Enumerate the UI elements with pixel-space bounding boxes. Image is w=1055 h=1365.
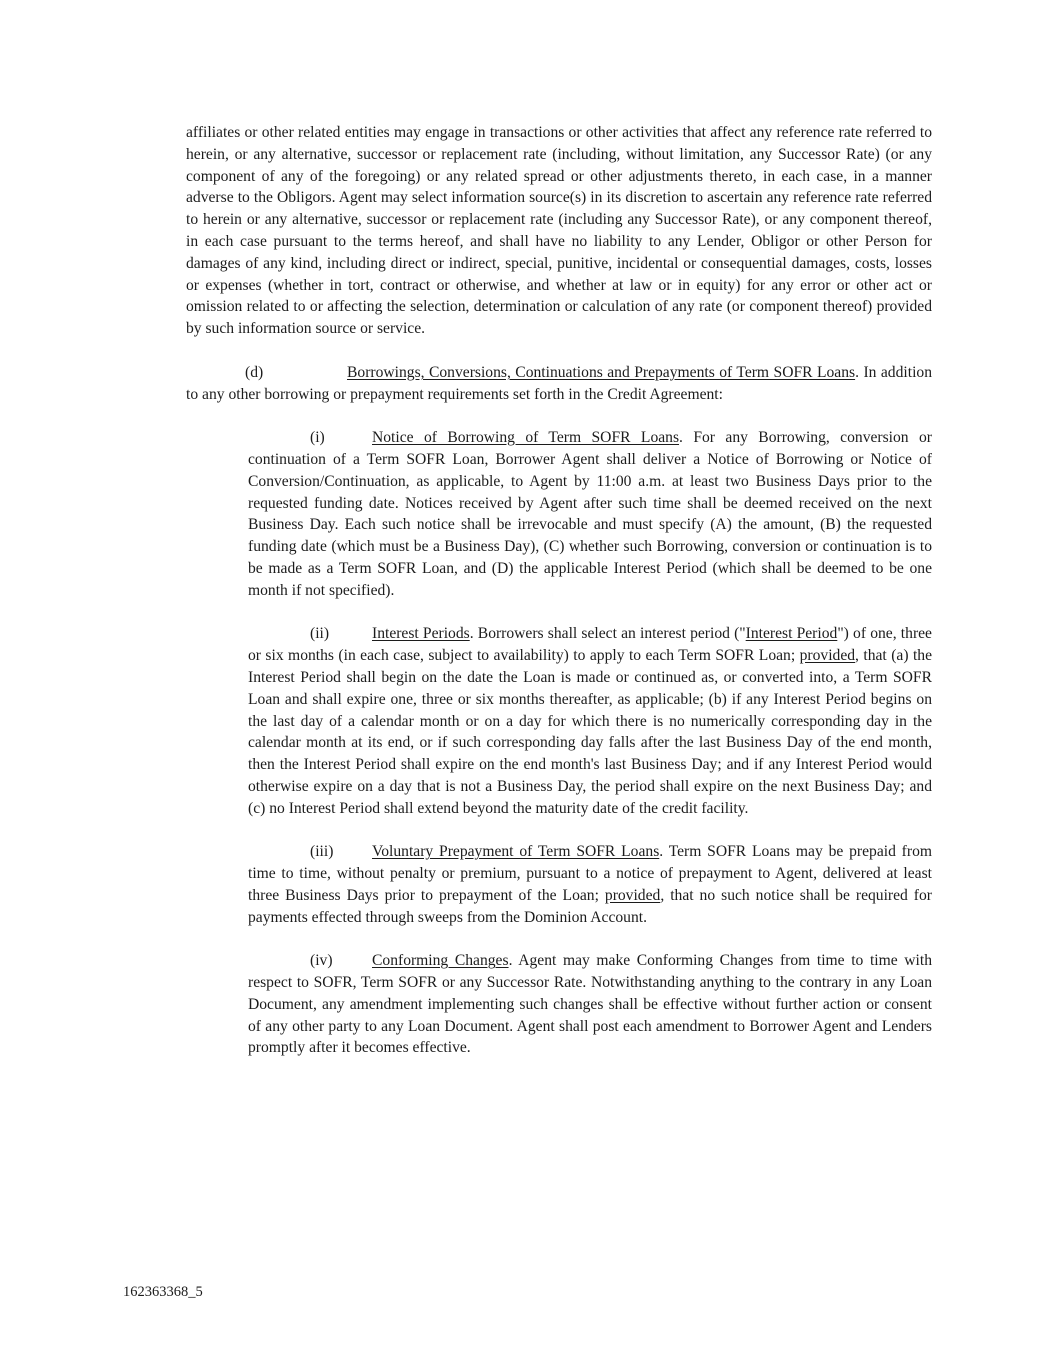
paragraph-continuation: [186, 122, 932, 340]
clause-iii-label: (iii): [310, 843, 334, 861]
clause-ii-text: . Borrowers shall select an interest period (": [469, 625, 746, 643]
clause-i-text: . For any Borrowing, conversion or continuation of a Term SOFR Loan, Borrower Agent shall deliver a Notice of Borrowing or Notice of Conversion/Continuation, as applicable, to Agent by 11:00 a.m. at least two Business Days prior to the requested funding date. Notices received by Agent after such time shall be deemed received on the next Business Day. Each such notice shall be irrevocable and must specify (A) the amount, (B) the requested funding date (which must be a Business Day), (C) whether such Borrowing, conversion or continuation is to be made as a Term SOFR Loan, and (D) the applicable Interest Period (which shall be deemed to be one month if not specified).: [248, 429, 932, 599]
clause-d: [186, 362, 932, 406]
defined-term-interest-period: Interest Period: [745, 625, 838, 643]
clause-iv-text: . Agent may make Conforming Changes from time to time with respect to SOFR, Term SOFR or any Successor Rate. Notwithstanding anything to the contrary in any Loan Document, any amendment implementing such changes shall be effective without further action or consent of any other party to any Loan Document. Agent shall post each amendment to Borrower Agent and Lenders promptly after it becomes effective.: [248, 952, 932, 1057]
clause-i: [248, 427, 932, 601]
document-body: [186, 122, 932, 1081]
clause-d-text: . In addition to any other borrowing or prepayment requirements set forth in the Credit Agreement:: [186, 363, 932, 403]
clause-iv-label: (iv): [310, 952, 333, 970]
clause-ii: [248, 623, 932, 819]
defined-term-provided: provided: [604, 886, 661, 904]
clause-i-label: (i): [310, 429, 325, 447]
clause-iii-heading: Voluntary Prepayment of Term SOFR Loans: [372, 843, 660, 861]
clause-iii: [248, 841, 932, 928]
clause-i-heading: Notice of Borrowing of Term SOFR Loans: [372, 429, 680, 447]
footer-doc-id: 162363368_5: [123, 1284, 203, 1300]
clause-iii-text: , that no such notice shall be required for payments effected through sweeps from the Dominion Account.: [248, 886, 932, 926]
clause-ii-label: (ii): [310, 625, 330, 643]
clause-d-heading: Borrowings, Conversions, Continuations and Prepayments of Term SOFR Loans: [347, 363, 856, 381]
defined-term-provided: provided: [799, 647, 856, 665]
clause-ii-heading: Interest Periods: [372, 625, 470, 643]
paragraph-continuation-text: affiliates or other related entities may engage in transactions or other activities that affect any reference rate referred to herein, or any alternative, successor or replacement rate (including, without limitation, any Successor Rate) (or any component of any of the foregoing) or any related spread or other adjustments thereto, in each case, in a manner adverse to the Obligors. Agent may select information source(s) in its discretion to ascertain any reference rate referred to herein or any alternative, successor or replacement rate (including any Successor Rate), or any component thereof, in each case pursuant to the terms hereof, and shall have no liability to any Lender, Obligor or other Person for damages of any kind, including direct or indirect, special, punitive, incidental or consequential damages, costs, losses or expenses (whether in tort, contract or otherwise, and whether at law or in equity) for any error or other act or omission related to or affecting the selection, determination or calculation of any rate (or component thereof) provided by such information source or service.: [186, 124, 932, 338]
clause-iv-heading: Conforming Changes: [372, 952, 509, 970]
clause-ii-text: , that (a) the Interest Period shall begin on the date the Loan is made or continued as, or converted into, a Term SOFR Loan and shall expire one, three or six months thereafter, as applicable; (b) if any Interest Period begins on the last day of a calendar month or on a day for which there is no numerically corresponding day in the calendar month at its end, or if such corresponding day falls after the last Business Day of the end month, then the Interest Period shall expire on the end month's last Business Day; and if any Interest Period would otherwise expire on a day that is not a Business Day, the period shall expire on the next Business Day; and (c) no Interest Period shall extend beyond the maturity date of the credit facility.: [248, 647, 932, 817]
clause-iv: [248, 950, 932, 1059]
clause-ii-text: ") of one, three or six months (in each case, subject to availability) to apply to each Term SOFR Loan;: [248, 625, 932, 665]
clause-iii-text: . Term SOFR Loans may be prepaid from time to time, without penalty or premium, pursuant to a notice of prepayment to Agent, delivered at least three Business Days prior to prepayment of the Loan;: [248, 843, 932, 904]
clause-d-label: (d): [245, 363, 264, 381]
